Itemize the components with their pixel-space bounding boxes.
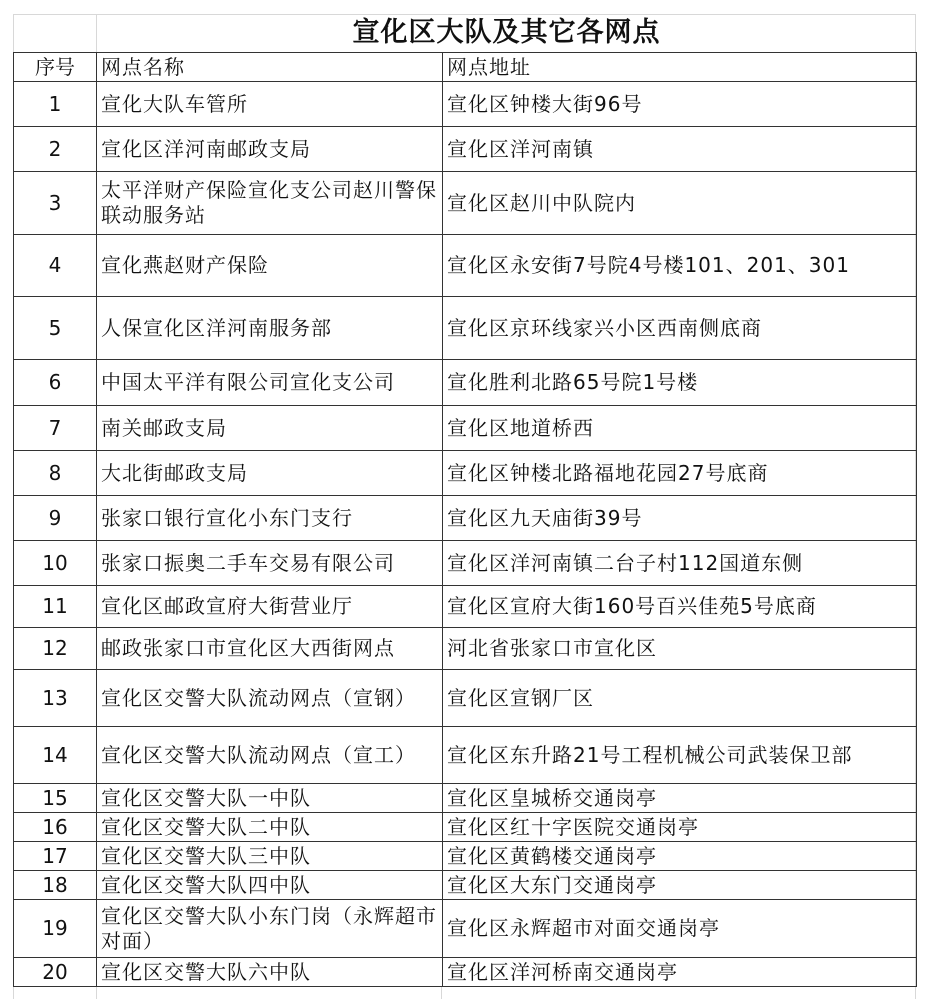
- row-name: 人保宣化区洋河南服务部: [97, 297, 443, 360]
- row-name: 中国太平洋有限公司宣化支公司: [97, 360, 443, 406]
- row-name: 宣化区交警大队三中队: [97, 842, 443, 871]
- row-seq: 15: [14, 784, 97, 813]
- row-seq: 5: [14, 297, 97, 360]
- table-row: [14, 842, 917, 871]
- header-address: 网点地址: [443, 53, 917, 82]
- header-row: [14, 53, 917, 82]
- row-name: 南关邮政支局: [97, 406, 443, 451]
- row-address: 宣化区东升路21号工程机械公司武装保卫部: [443, 727, 917, 784]
- row-address: 宣化区钟楼大街96号: [443, 82, 917, 127]
- row-seq: 16: [14, 813, 97, 842]
- table-row: [14, 297, 917, 360]
- row-seq: 7: [14, 406, 97, 451]
- row-seq: 6: [14, 360, 97, 406]
- row-name: 宣化大队车管所: [97, 82, 443, 127]
- table-row: [14, 670, 917, 727]
- row-seq: 4: [14, 235, 97, 297]
- row-address: 宣化区洋河南镇二台子村112国道东侧: [443, 541, 917, 586]
- row-address: 宣化区赵川中队院内: [443, 172, 917, 235]
- gridline: [441, 986, 442, 999]
- row-name: 宣化区交警大队流动网点（宣工）: [97, 727, 443, 784]
- table-title: 宣化区大队及其它各网点: [352, 17, 661, 48]
- table-row: [14, 235, 917, 297]
- header-name: 网点名称: [97, 53, 443, 82]
- row-name: 张家口振奥二手车交易有限公司: [97, 541, 443, 586]
- table-row: [14, 813, 917, 842]
- row-seq: 19: [14, 900, 97, 958]
- header-seq: 序号: [14, 53, 97, 82]
- row-seq: 14: [14, 727, 97, 784]
- row-seq: 10: [14, 541, 97, 586]
- row-name: 邮政张家口市宣化区大西街网点: [97, 628, 443, 670]
- row-name: 宣化区邮政宣府大街营业厅: [97, 586, 443, 628]
- row-name: 太平洋财产保险宣化支公司赵川警保联动服务站: [97, 172, 443, 235]
- row-name: 宣化区交警大队六中队: [97, 958, 443, 987]
- row-name: 张家口银行宣化小东门支行: [97, 496, 443, 541]
- row-seq: 13: [14, 670, 97, 727]
- row-address: 宣化区皇城桥交通岗亭: [443, 784, 917, 813]
- network-table: [13, 52, 917, 987]
- table-row: [14, 958, 917, 987]
- row-address: 宣化区九天庙街39号: [443, 496, 917, 541]
- row-address: 宣化区地道桥西: [443, 406, 917, 451]
- table-row: [14, 586, 917, 628]
- table-row: [14, 727, 917, 784]
- row-name: 宣化燕赵财产保险: [97, 235, 443, 297]
- row-address: 宣化区宣府大街160号百兴佳苑5号底商: [443, 586, 917, 628]
- table-row: [14, 496, 917, 541]
- row-name: 宣化区交警大队二中队: [97, 813, 443, 842]
- table-row: [14, 541, 917, 586]
- row-address: 宣化区洋河桥南交通岗亭: [443, 958, 917, 987]
- row-seq: 3: [14, 172, 97, 235]
- row-seq: 17: [14, 842, 97, 871]
- row-address: 宣化区大东门交通岗亭: [443, 871, 917, 900]
- row-address: 宣化区宣钢厂区: [443, 670, 917, 727]
- row-seq: 9: [14, 496, 97, 541]
- row-seq: 11: [14, 586, 97, 628]
- table-row: [14, 406, 917, 451]
- row-address: 河北省张家口市宣化区: [443, 628, 917, 670]
- row-address: 宣化胜利北路65号院1号楼: [443, 360, 917, 406]
- row-address: 宣化区京环线家兴小区西南侧底商: [443, 297, 917, 360]
- row-name: 宣化区交警大队一中队: [97, 784, 443, 813]
- table-row: [14, 360, 917, 406]
- row-address: 宣化区洋河南镇: [443, 127, 917, 172]
- row-name: 宣化区交警大队小东门岗（永辉超市对面）: [97, 900, 443, 958]
- row-address: 宣化区红十字医院交通岗亭: [443, 813, 917, 842]
- row-address: 宣化区钟楼北路福地花园27号底商: [443, 451, 917, 496]
- table-row: [14, 871, 917, 900]
- row-name: 宣化区洋河南邮政支局: [97, 127, 443, 172]
- row-seq: 18: [14, 871, 97, 900]
- row-address: 宣化区永辉超市对面交通岗亭: [443, 900, 917, 958]
- table-row: [14, 172, 917, 235]
- row-name: 宣化区交警大队流动网点（宣钢）: [97, 670, 443, 727]
- table-row: [14, 82, 917, 127]
- row-name: 宣化区交警大队四中队: [97, 871, 443, 900]
- row-seq: 1: [14, 82, 97, 127]
- row-seq: 8: [14, 451, 97, 496]
- row-seq: 12: [14, 628, 97, 670]
- row-address: 宣化区永安街7号院4号楼101、201、301: [443, 235, 917, 297]
- row-address: 宣化区黄鹤楼交通岗亭: [443, 842, 917, 871]
- table-row: [14, 784, 917, 813]
- table-row: [14, 628, 917, 670]
- row-seq: 20: [14, 958, 97, 987]
- table-row: [14, 451, 917, 496]
- table-row: [14, 900, 917, 958]
- row-name: 大北街邮政支局: [97, 451, 443, 496]
- table-row: [14, 127, 917, 172]
- row-seq: 2: [14, 127, 97, 172]
